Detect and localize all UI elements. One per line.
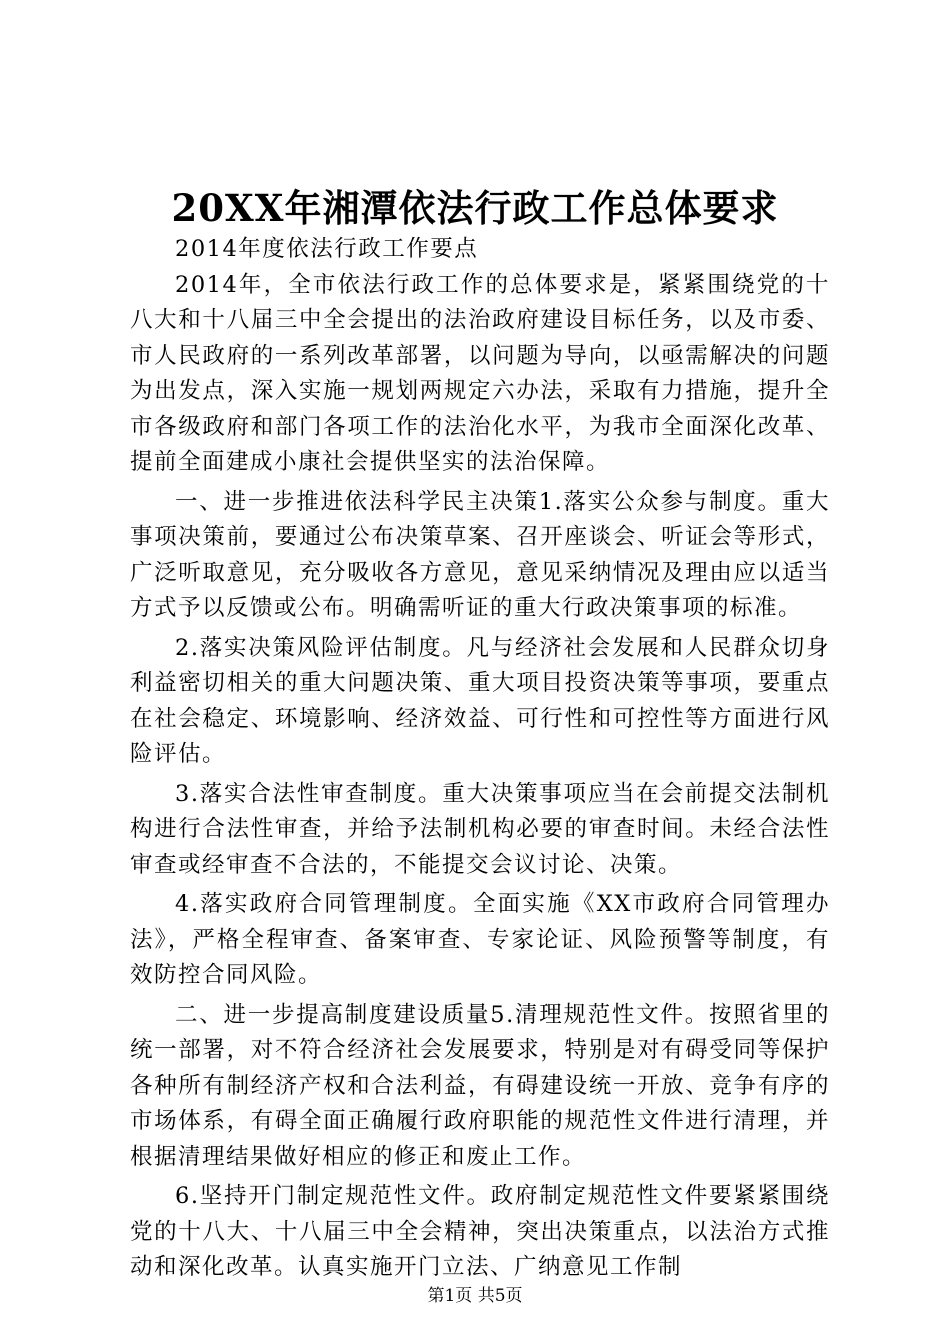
document-subtitle: 2014年度依法行政工作要点 [175, 236, 479, 262]
paragraph-section-1: 一、进一步推进依法科学民主决策1.落实公众参与制度。重大事项决策前，要通过公布决策草案、召开座谈会、听证会等形式，广泛听取意见，充分吸收各方意见，意见采纳情况及理由应以适当方式予以反馈或公布。明确需听证的重大行政决策事项的标准。 [130, 488, 830, 621]
paragraph-item-3: 3.落实合法性审查制度。重大决策事项应当在会前提交法制机构进行合法性审查，并给予法制机构必要的审查时间。未经合法性审查或经审查不合法的，不能提交会议讨论、决策。 [130, 780, 830, 878]
document-title: 20XX年湘潭依法行政工作总体要求 [171, 186, 779, 230]
paragraph-intro: 2014年，全市依法行政工作的总体要求是，紧紧围绕党的十八大和十八届三中全会提出的法治政府建设目标任务，以及市委、市人民政府的一系列改革部署，以问题为导向，以亟需解决的问题为出发点，深入实施一规划两规定六办法，采取有力措施，提升全市各级政府和部门各项工作的法治化水平，为我市全面深化改革、提前全面建成小康社会提供坚实的法治保障。 [130, 271, 830, 475]
page-number-footer: 第1页 共5页 [427, 1286, 523, 1306]
paragraph-item-2: 2.落实决策风险评估制度。凡与经济社会发展和人民群众切身利益密切相关的重大问题决策、重大项目投资决策等事项，要重点在社会稳定、环境影响、经济效益、可行性和可控性等方面进行风险评估。 [130, 634, 830, 767]
document-body [130, 232, 830, 1290]
paragraph-section-2: 二、进一步提高制度建设质量5.清理规范性文件。按照省里的统一部署，对不符合经济社会发展要求，特别是对有碍受同等保护各种所有制经济产权和合法利益，有碍建设统一开放、竞争有序的市场体系，有碍全面正确履行政府职能的规范性文件进行清理，并根据清理结果做好相应的修正和废止工作。 [130, 1001, 830, 1170]
paragraph-item-6: 6.坚持开门制定规范性文件。政府制定规范性文件要紧紧围绕党的十八大、十八届三中全会精神，突出决策重点，以法治方式推动和深化改革。认真实施开门立法、广纳意见工作制 [130, 1183, 830, 1280]
paragraph-item-4: 4.落实政府合同管理制度。全面实施《XX市政府合同管理办法》，严格全程审查、备案审查、专家论证、风险预警等制度，有效防控合同风险。 [130, 891, 830, 988]
